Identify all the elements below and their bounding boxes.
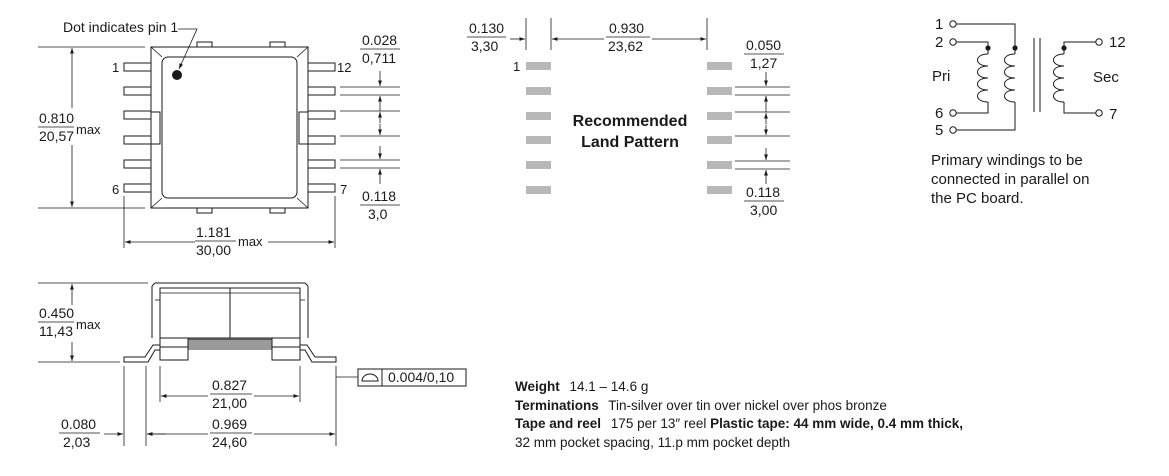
side-inner-mm: 21,00 xyxy=(212,395,248,411)
land-pad xyxy=(707,112,732,120)
sch-pin5: 5 xyxy=(935,122,944,139)
land-pad xyxy=(526,112,551,120)
pin7-label: 7 xyxy=(340,182,348,197)
land-pad xyxy=(526,186,551,194)
land-pad xyxy=(707,87,732,95)
land-pad xyxy=(526,161,551,169)
pri-label: Pri xyxy=(932,68,951,85)
side-outer-inch: 0.969 xyxy=(212,416,248,432)
tape-row xyxy=(515,415,1075,434)
land-pad xyxy=(707,62,732,70)
pitch-mm: 0,711 xyxy=(362,50,396,66)
sch-pin12: 12 xyxy=(1109,34,1126,51)
pin6-label: 6 xyxy=(112,182,120,197)
height-suffix: max xyxy=(76,122,101,137)
tape-bold: Plastic tape: 44 mm wide, 0.4 mm thick, xyxy=(710,416,964,431)
land-title-1: Recommended xyxy=(572,113,688,130)
land-padlen-mm: 3,30 xyxy=(471,38,499,54)
land-gap-mm: 23,62 xyxy=(608,38,644,54)
land-pad xyxy=(526,62,551,70)
coplanarity-value: 0.004/0,10 xyxy=(388,369,455,385)
land-pad xyxy=(707,186,732,194)
sch-note-2: connected in parallel on xyxy=(931,171,1090,188)
side-height-inch: 0.450 xyxy=(39,305,75,321)
land-title-2: Land Pattern xyxy=(581,134,679,151)
component-core xyxy=(162,57,297,198)
width-suffix: max xyxy=(238,234,263,249)
pad-mm: 3,0 xyxy=(368,206,388,222)
land-pattern xyxy=(467,18,790,218)
land-pad xyxy=(526,87,551,95)
winding-schematic xyxy=(931,16,1126,207)
side-lead-inch: 0.080 xyxy=(61,416,97,432)
height-inch: 0.810 xyxy=(39,110,75,126)
pin1-dot xyxy=(172,70,182,80)
top-view xyxy=(38,19,400,258)
spec-notes xyxy=(515,378,1075,452)
terminations-label: Terminations xyxy=(515,397,599,413)
land-pin1-label: 1 xyxy=(513,59,521,74)
land-end-mm: 3,00 xyxy=(750,202,778,218)
land-pad xyxy=(526,136,551,144)
width-mm: 30,00 xyxy=(196,242,232,258)
sch-pin2: 2 xyxy=(935,34,944,51)
terminations-row xyxy=(515,397,1075,416)
sch-note-1: Primary windings to be xyxy=(931,152,1083,169)
land-end-inch: 0.118 xyxy=(746,184,780,200)
land-padlen-inch: 0.130 xyxy=(469,20,505,36)
weight-value: 14.1 – 14.6 g xyxy=(569,379,649,394)
side-outer-mm: 24,60 xyxy=(212,434,248,450)
width-inch: 1.181 xyxy=(196,224,232,240)
tape-row-2 xyxy=(515,434,1075,453)
land-pad xyxy=(707,161,732,169)
sch-pin6: 6 xyxy=(935,105,944,122)
tape-line2: 32 mm pocket spacing, 11.p mm pocket depth xyxy=(515,434,791,450)
land-pad xyxy=(707,136,732,144)
height-mm: 20,57 xyxy=(39,128,75,144)
land-pitch-inch: 0.050 xyxy=(746,37,782,53)
sec-label: Sec xyxy=(1093,69,1119,86)
side-view xyxy=(38,283,466,450)
land-gap-inch: 0.930 xyxy=(609,20,645,36)
side-inner-inch: 0.827 xyxy=(212,377,248,393)
sch-pin7: 7 xyxy=(1109,106,1118,123)
pitch-inch: 0.028 xyxy=(362,32,398,48)
tape-value: 175 per 13″ reel xyxy=(610,416,707,431)
pin1-label: 1 xyxy=(112,60,120,75)
tape-label: Tape and reel xyxy=(515,416,602,431)
pin12-label: 12 xyxy=(337,60,352,75)
side-height-suffix: max xyxy=(76,317,101,332)
sch-note-3: the PC board. xyxy=(931,190,1024,207)
side-height-mm: 11,43 xyxy=(39,323,73,339)
land-pitch-mm: 1,27 xyxy=(750,55,778,71)
weight-row xyxy=(515,378,1075,397)
dot-note: Dot indicates pin 1 xyxy=(63,19,179,35)
side-lead-mm: 2,03 xyxy=(63,434,91,450)
sch-pin1: 1 xyxy=(935,16,944,33)
terminations-value: Tin-silver over tin over nickel over phos bronze xyxy=(608,397,887,413)
weight-label: Weight xyxy=(515,379,560,394)
pad-inch: 0.118 xyxy=(362,188,396,204)
